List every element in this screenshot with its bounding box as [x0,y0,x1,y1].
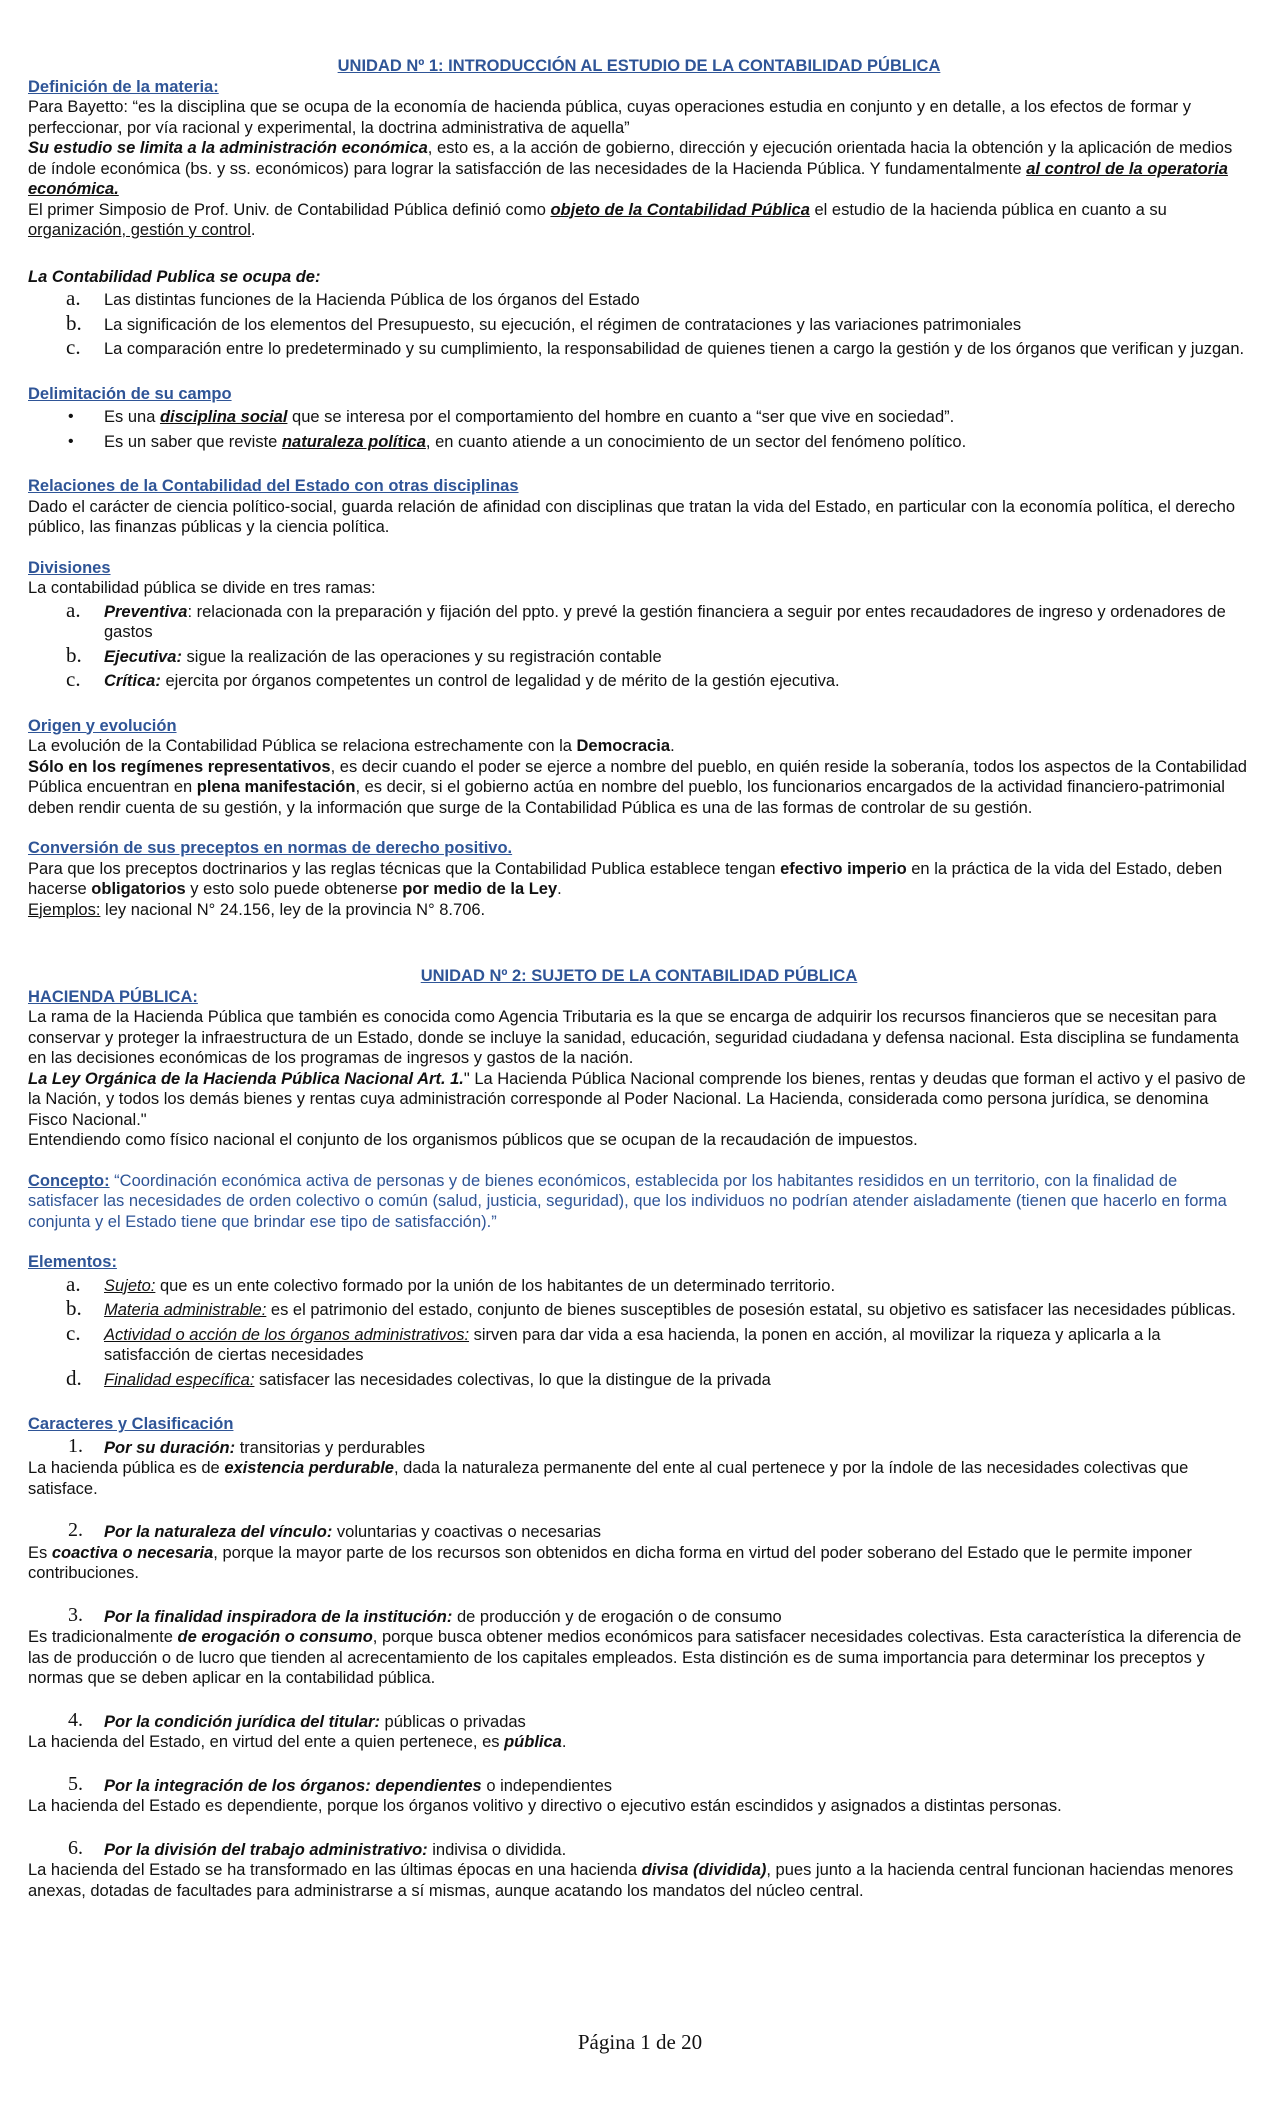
list-item: d. Finalidad específica: satisfacer las necesidades colectivas, lo que la distingue de la privada [66,1365,771,1390]
list-item: a. Sujeto: que es un ente colectivo formado por la unión de los habitantes de un determinado territorio. [66,1271,836,1296]
campo-list [28,407,1250,452]
list-item: c. Actividad o acción de los órganos administrativos: sirven para dar vida a esa hacienda, la ponen en acción, al movilizar la riqueza y aplicarla a la satisfacción de ciertas necesidades [66,1320,1161,1364]
elementos-heading: Elementos: [28,1253,117,1271]
page-number: Página 1 de 20 [577,2030,703,2054]
concepto-paragraph: Concepto: “Coordinación económica activa de personas y de bienes económicos, establecida por los habitantes resididos en un territorio, con la finalidad de satisfacer las necesidades de orden colectivo o común (salud, justicia, seguridad), que los individuos no podrían atender aisladamente (tienen que hacerlo en forma conjunta y el Estado tiene que brindar ese tipo de satisfacción).” [28,1171,1227,1231]
ocupa-heading: La Contabilidad Publica se ocupa de: [28,267,321,286]
list-item: • Es un saber que reviste naturaleza política, en cuanto atiende a un conocimiento de un sector del fenómeno político. [68,432,967,451]
list-item: c. Crítica: ejercita por órganos competentes un control de legalidad y de mérito de la gestión ejecutiva. [66,667,840,691]
list-item: b. Ejecutiva: sigue la realización de las operaciones y su registración contable [66,642,662,667]
list-item: a. Las distintas funciones de la Hacienda Pública de los órganos del Estado [66,286,640,310]
definition-heading: Definición de la materia: [28,77,219,96]
bullet-icon: • [68,408,74,425]
definition-paragraph-3: El primer Simposio de Prof. Univ. de Contabilidad Pública definió como objeto de la Contabilidad Pública el estudio de la hacienda pública en cuanto a su organización, gestión y control. [28,200,1167,239]
bullet-icon: • [68,432,74,450]
origen-paragraph-2: Sólo en los regímenes representativos, es decir cuando el poder se ejerce a nombre del pueblo, en quién reside la soberanía, todos los aspectos de la Contabilidad Pública encuentran en plena manifestación, es decir, si el gobierno actúa en nombre del pueblo, los funcionarios encargados de la actividad financiero-patrimonial deben rendir cuenta de su gestión, y la información que surge de la Contabilidad Pública es una de las formas de controlar de su gestión. [28,757,1247,817]
caracter-item: 2. Por la naturaleza del vínculo: voluntarias y coactivas o necesarias [68,1519,602,1541]
definition-paragraph-2: Su estudio se limita a la administración económica, esto es, a la acción de gobierno, dirección y ejecución orientada hacia la obtención y la aplicación de medios de índole económica (bs. y ss. económicos) para lograr la satisfacción de las necesidades de la Hacienda Pública. Y fundamentalmente al control de la operatoria económica. [28,139,1233,198]
unit1-title: UNIDAD Nº 1: INTRODUCCIÓN AL ESTUDIO DE LA CONTABILIDAD PÚBLICA [337,57,941,75]
hacienda-paragraph-3: Entendiendo como físico nacional el conjunto de los organismos públicos que se ocupan de la recaudación de impuestos. [28,1131,918,1149]
conversion-paragraph: Para que los preceptos doctrinarios y las reglas técnicas que la Contabilidad Publica establece tengan efectivo imperio en la práctica de la vida del Estado, deben hacerse obligatorios y esto solo puede obtenerse por medio de la Ley. [28,859,1223,898]
definition-paragraph-1: Para Bayetto: “es la disciplina que se ocupa de la economía de hacienda pública, cuyas operaciones estudia en conjunto y en detalle, a los efectos de formar y perfeccionar, por vía racional y experimental, la doctrina administrativa de aquella” [28,98,1192,137]
campo-heading: Delimitación de su campo [28,384,232,403]
document-page [28,56,1250,1901]
caracter-explanation: La hacienda del Estado es dependiente, porque los órganos volitivo y directivo o ejecutivo están escindidos y asignados a distintas personas. [28,1797,1062,1815]
conversion-examples: Ejemplos: ley nacional N° 24.156, ley de la provincia N° 8.706. [28,900,486,919]
list-item: a. Preventiva: relacionada con la preparación y fijación del ppto. y prevé la gestión financiera a seguir por entes recaudadores de ingreso y ordenadores de gastos [66,597,1226,641]
relaciones-heading: Relaciones de la Contabilidad del Estado con otras disciplinas [28,477,519,495]
divisiones-heading: Divisiones [28,558,111,577]
caracter-item: 4. Por la condición jurídica del titular: públicas o privadas [68,1708,526,1731]
hacienda-heading: HACIENDA PÚBLICA: [28,987,198,1006]
elementos-list [28,1271,1250,1391]
caracter-explanation: Es coactiva o necesaria, porque la mayor parte de los recursos son obtenidos en dicha forma en virtud del poder soberano del Estado que le permite imponer contribuciones. [28,1543,1192,1582]
origen-paragraph-1: La evolución de la Contabilidad Pública se relaciona estrechamente con la Democracia. [28,737,675,755]
caracteres-heading: Caracteres y Clasificación [28,1415,234,1433]
list-item: • Es una disciplina social que se interesa por el comportamiento del hombre en cuanto a “ser que vive en sociedad”. [68,408,955,426]
hacienda-paragraph-1: La rama de la Hacienda Pública que también es conocida como Agencia Tributaria es la que se encarga de adquirir los recursos financieros que se necesitan para conservar y proteger la infraestructura de un Estado, donde se incluye la sanidad, educación, seguridad ciudadana y defensa nacional. Esta disciplina se fundamenta en las decisiones económicas de los programas de ingresos y gastos de la nación. [28,1008,1239,1067]
caracter-explanation: La hacienda del Estado se ha transformado en las últimas épocas en una hacienda divisa (dividida), pues junto a la hacienda central funcionan haciendas menores anexas, dotadas de facultades para administrarse a sí mismas, aunque acatando los mandatos del núcleo central. [28,1861,1234,1900]
unit2-title: UNIDAD Nº 2: SUJETO DE LA CONTABILIDAD PÚBLICA [420,967,858,985]
divisiones-list [28,597,1250,692]
divisiones-intro: La contabilidad pública se divide en tres ramas: [28,579,376,597]
relaciones-paragraph: Dado el carácter de ciencia político-social, guarda relación de afinidad con disciplinas que tratan la vida del Estado, en particular con la economía política, el derecho público, las finanzas públicas y la ciencia política. [28,497,1236,536]
caracter-item: 5. Por la integración de los órganos: dependientes o independientes [68,1772,613,1795]
list-item: b. Materia administrable: es el patrimonio del estado, conjunto de bienes susceptibles de posesión estatal, su objetivo es satisfacer las necesidades públicas. [66,1296,1236,1320]
list-item: c. La comparación entre lo predeterminado y su cumplimiento, la responsabilidad de quienes tienen a cargo la gestión y de los órganos que verifican y juzgan. [66,335,1245,359]
caracter-explanation: La hacienda del Estado, en virtud del ente a quien pertenece, es pública. [28,1733,567,1751]
caracter-explanation: Es tradicionalmente de erogación o consumo, porque busca obtener medios económicos para satisfacer necesidades colectivas. Esta característica la diferencia de las de producción o de lucro que tienden al acrecentamiento de los capitales empleados. Esta distinción es de suma importancia para determinar los preceptos y normas que se deben aplicar en la contabilidad pública. [28,1628,1242,1687]
hacienda-paragraph-2: La Ley Orgánica de la Hacienda Pública Nacional Art. 1." La Hacienda Pública Nacional comprende los bienes, rentas y deudas que forman el activo y el pasivo de la Nación, y todos los demás bienes y rentas cuya administración corresponde al Poder Nacional. La Hacienda, considerada como persona jurídica, se denomina Fisco Nacional." [28,1069,1246,1129]
list-item: b. La significación de los elementos del Presupuesto, su ejecución, el régimen de contrataciones y las variaciones patrimoniales [66,310,1022,335]
caracter-item: 1. Por su duración: transitorias y perdurables [68,1434,425,1457]
caracter-item: 3. Por la finalidad inspiradora de la institución: de producción y de erogación o de consumo [68,1603,782,1626]
ocupa-list [28,286,1250,360]
origen-heading: Origen y evolución [28,716,177,735]
conversion-heading: Conversión de sus preceptos en normas de derecho positivo. [28,839,513,857]
caracter-item: 6. Por la división del trabajo administrativo: indivisa o dividida. [68,1836,567,1859]
caracter-explanation: La hacienda pública es de existencia perdurable, dada la naturaleza permanente del ente al cual pertenece y por la índole de las necesidades colectivas que satisface. [28,1459,1189,1498]
